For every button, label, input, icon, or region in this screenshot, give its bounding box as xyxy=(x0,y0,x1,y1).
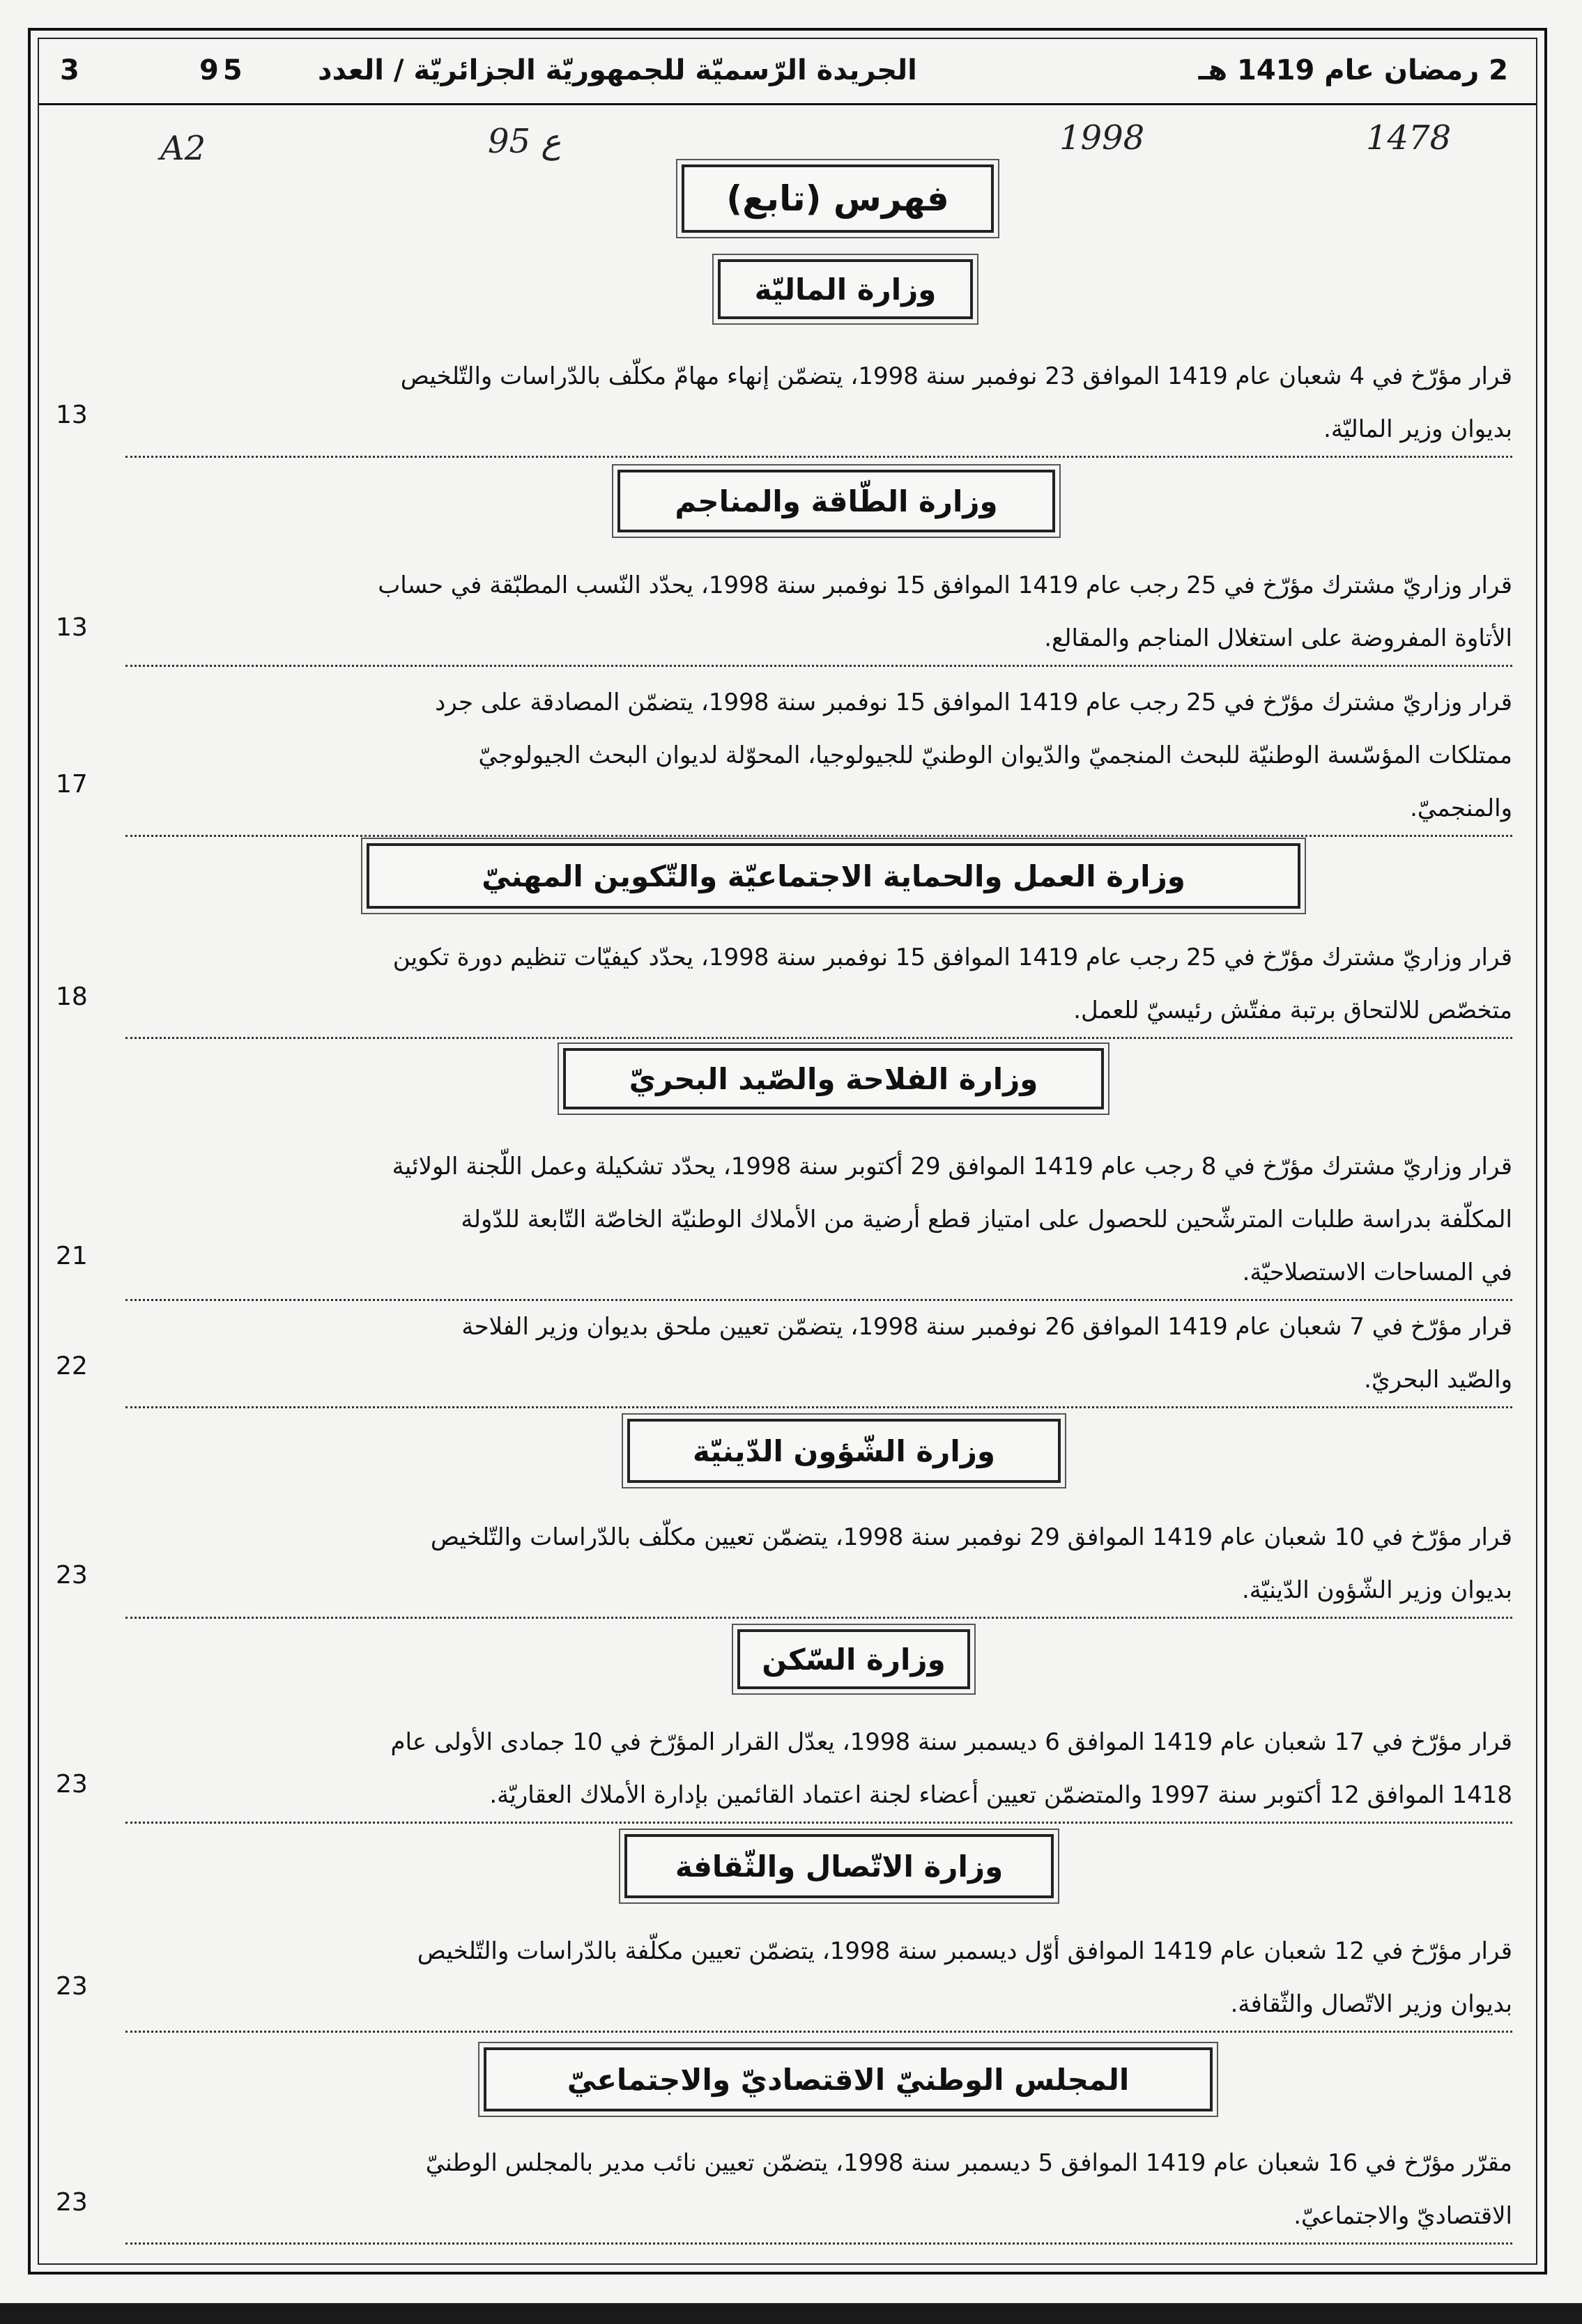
entry-line: متخصّص للالتحاق برتبة مفتّش رئيسيّ للعمل. xyxy=(125,984,1512,1039)
entry-line: مقرّر مؤرّخ في 16 شعبان عام 1419 الموافق 5 ديسمبر سنة 1998، يتضمّن تعيين نائب مدير بالمجلس الوطنيّ xyxy=(425,2149,1512,2177)
entry-line: قرار مؤرّخ في 12 شعبان عام 1419 الموافق أوّل ديسمبر سنة 1998، يتضمّن تعيين مكلّفة بالدّراسات والتّلخيص xyxy=(417,1937,1512,1965)
entry-line: والصّيد البحريّ. xyxy=(125,1353,1512,1408)
entry-communication-1 xyxy=(125,1925,1512,2033)
entry-agriculture-2 xyxy=(125,1300,1512,1408)
page-ref: 13 xyxy=(56,401,88,429)
handwritten-note-issue: 95 ع xyxy=(488,122,561,161)
entry-religious-1 xyxy=(125,1511,1512,1619)
section-heading-energy-mines: وزارة الطّاقة والمناجم xyxy=(617,470,1055,532)
entry-council-1 xyxy=(125,2137,1512,2245)
entry-line: الأتاوة المفروضة على استغلال المناجم والمقالع. xyxy=(125,612,1512,667)
entry-line: بديوان وزير الشّؤون الدّينيّة. xyxy=(125,1564,1512,1619)
entry-line: قرار وزاريّ مشترك مؤرّخ في 25 رجب عام 1419 الموافق 15 نوفمبر سنة 1998، يحدّد كيفيّات تنظيم دورة تكوين xyxy=(392,944,1512,971)
entry-line: بديوان وزير الماليّة. xyxy=(125,403,1512,458)
entry-line: قرار مؤرّخ في 7 شعبان عام 1419 الموافق 26 نوفمبر سنة 1998، يتضمّن تعيين ملحق بديوان وزير الفلاحة xyxy=(461,1313,1512,1341)
handwritten-note-year: 1998 xyxy=(1059,118,1145,157)
handwritten-note-a2: A2 xyxy=(160,129,206,168)
header-date: 2 رمضان عام 1419 هـ xyxy=(1198,54,1508,86)
entry-line: قرار مؤرّخ في 4 شعبان عام 1419 الموافق 23 نوفمبر سنة 1998، يتضمّن إنهاء مهامّ مكلّف بالدّراسات والتّلخيص xyxy=(400,362,1512,390)
page-ref: 21 xyxy=(56,1242,88,1270)
entry-line: في المساحات الاستصلاحيّة. xyxy=(125,1246,1512,1301)
entry-line: قرار مؤرّخ في 17 شعبان عام 1419 الموافق 6 ديسمبر سنة 1998، يعدّل القرار المؤرّخ في 10 جمادى الأولى عام xyxy=(390,1728,1512,1756)
section-heading-religious-affairs: وزارة الشّؤون الدّينيّة xyxy=(627,1419,1061,1483)
page-ref: 17 xyxy=(56,770,88,799)
entry-line: 1418 الموافق 12 أكتوبر سنة 1997 والمتضمّن تعيين أعضاء لجنة اعتماد القائمين بإدارة الأملاك العقاريّة. xyxy=(125,1769,1512,1824)
section-heading-agriculture: وزارة الفلاحة والصّيد البحريّ xyxy=(563,1048,1104,1109)
entry-line: المكلّفة بدراسة طلبات المترشّحين للحصول على امتياز قطع أرضية من الأملاك الوطنيّة الخاصّة التّابعة للدّولة xyxy=(461,1206,1512,1233)
page-ref: 23 xyxy=(56,1972,88,2001)
section-heading-labor: وزارة العمل والحماية الاجتماعيّة والتّكوين المهنيّ xyxy=(367,843,1300,909)
section-heading-housing: وزارة السّكن xyxy=(737,1629,970,1689)
entry-line: والمنجميّ. xyxy=(125,782,1512,837)
entry-line: قرار وزاريّ مشترك مؤرّخ في 25 رجب عام 1419 الموافق 15 نوفمبر سنة 1998، يتضمّن المصادقة على جرد xyxy=(435,688,1512,716)
section-heading-finance: وزارة الماليّة xyxy=(718,259,973,319)
header-page-number: 3 xyxy=(60,54,79,86)
header-issue-number: 95 xyxy=(199,54,247,86)
section-heading-communication-culture: وزارة الاتّصال والثّقافة xyxy=(624,1834,1054,1898)
entry-line: بديوان وزير الاتّصال والثّقافة. xyxy=(125,1978,1512,2033)
page-header xyxy=(39,39,1536,105)
entry-energy-1 xyxy=(125,559,1512,667)
section-heading-economic-social-council: المجلس الوطنيّ الاقتصاديّ والاجتماعيّ xyxy=(484,2047,1213,2111)
page-ref: 23 xyxy=(56,2188,88,2217)
page-ref: 18 xyxy=(56,983,88,1011)
page-ref: 23 xyxy=(56,1561,88,1590)
entry-line: قرار مؤرّخ في 10 شعبان عام 1419 الموافق 29 نوفمبر سنة 1998، يتضمّن تعيين مكلّف بالدّراسات والتّلخيص xyxy=(430,1523,1512,1551)
page-ref: 23 xyxy=(56,1770,88,1799)
handwritten-note-number: 1478 xyxy=(1366,118,1452,157)
entry-finance-1 xyxy=(125,350,1512,458)
scan-bottom-edge xyxy=(0,2303,1582,2324)
index-title: فهرس (تابع) xyxy=(682,164,994,233)
header-title: الجريدة الرّسميّة للجمهوريّة الجزائريّة / العدد xyxy=(318,54,917,86)
entry-line: الاقتصاديّ والاجتماعيّ. xyxy=(125,2190,1512,2245)
entry-line: ممتلكات المؤسّسة الوطنيّة للبحث المنجميّ والدّيوان الوطنيّ للجيولوجيا، المحوّلة لديوان البحث الجيولوجيّ xyxy=(478,741,1512,769)
entry-energy-2 xyxy=(125,676,1512,837)
entry-line: قرار وزاريّ مشترك مؤرّخ في 25 رجب عام 1419 الموافق 15 نوفمبر سنة 1998، يحدّد النّسب المطبّقة في حساب xyxy=(378,571,1512,599)
entry-agriculture-1 xyxy=(125,1140,1512,1301)
entry-line: قرار وزاريّ مشترك مؤرّخ في 8 رجب عام 1419 الموافق 29 أكتوبر سنة 1998، يحدّد تشكيلة وعمل اللّجنة الولائية xyxy=(392,1153,1512,1180)
entry-labor-1 xyxy=(125,931,1512,1039)
page-ref: 13 xyxy=(56,613,88,642)
entry-housing-1 xyxy=(125,1716,1512,1824)
page-ref: 22 xyxy=(56,1352,88,1380)
